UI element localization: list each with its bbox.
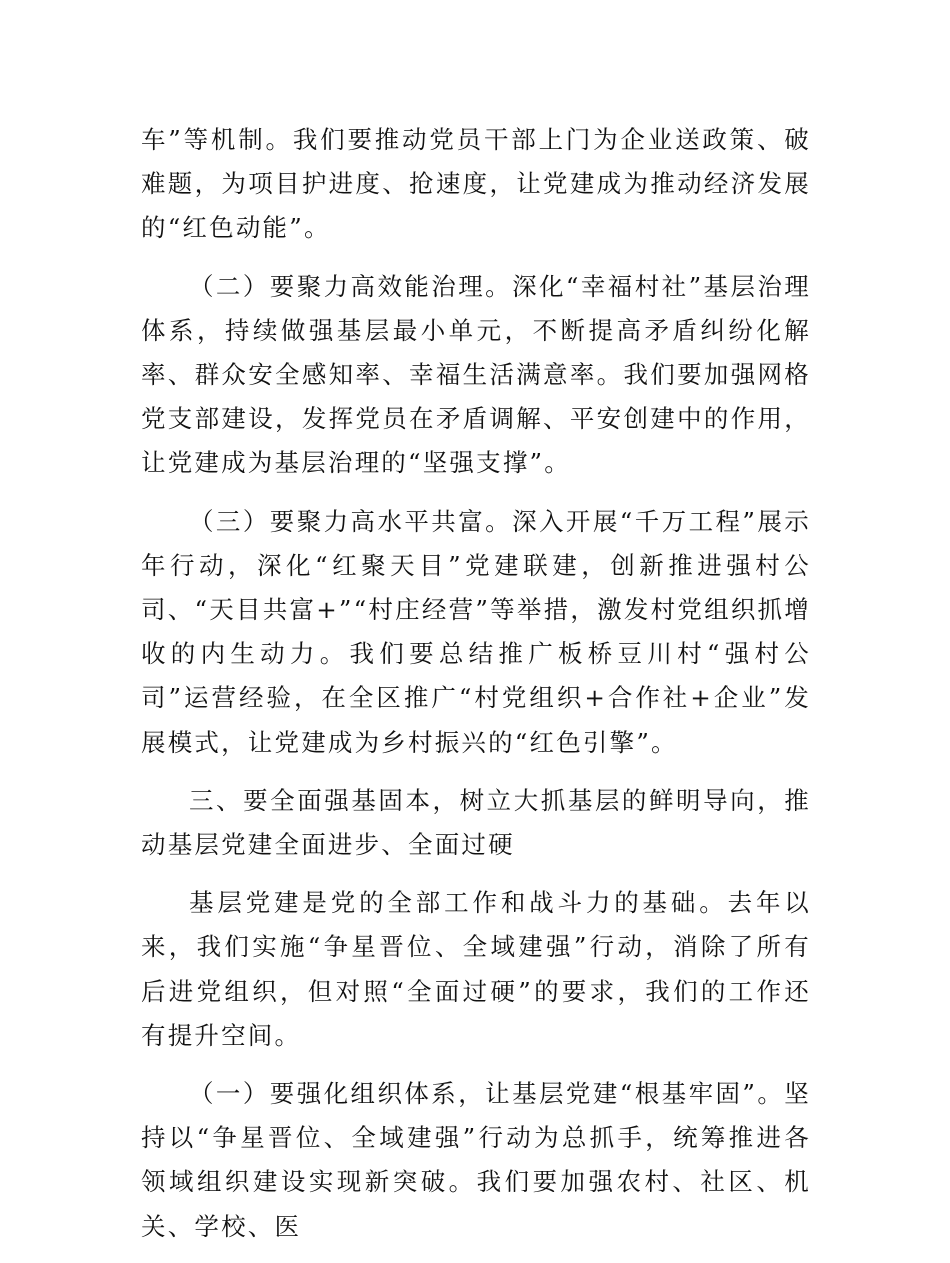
paragraph-continuation: 车”等机制。我们要推动党员干部上门为企业送政策、破难题，为项目护进度、抢速度，让党建成为推动经济发展的“红色动能”。 [141,125,811,243]
section-heading-three: 三、要全面强基固本，树立大抓基层的鲜明导向，推动基层党建全面进步、全面过硬 [141,785,811,860]
paragraph-subsection-1: （一）要强化组织体系，让基层党建“根基牢固”。坚持以“争星晋位、全域建强”行动为总抓手，统筹推进各领域组织建设实现新突破。我们要加强农村、社区、机关、学校、医 [141,1079,811,1241]
paragraph-intro: 基层党建是党的全部工作和战斗力的基础。去年以来，我们实施“争星晋位、全域建强”行动，消除了所有后进党组织，但对照“全面过硬”的要求，我们的工作还有提升空间。 [141,888,811,1050]
document-body [141,118,811,1263]
paragraph-section-3: （三）要聚力高水平共富。深入开展“千万工程”展示年行动，深化“红聚天目”党建联建，创新推进强村公司、“天目共富+”“村庄经营”等举措，激发村党组织抓增收的内生动力。我们要总结推广板桥豆川村“强村公司”运营经验，在全区推广“村党组织+合作社+企业”发展模式，让党建成为乡村振兴的“红色引擎”。 [141,506,811,757]
paragraph-section-2: （二）要聚力高效能治理。深化“幸福村社”基层治理体系，持续做强基层最小单元，不断提高矛盾纠纷化解率、群众安全感知率、幸福生活满意率。我们要加强网格党支部建设，发挥党员在矛盾调解、平安创建中的作用，让党建成为基层治理的“坚强支撑”。 [141,271,811,478]
